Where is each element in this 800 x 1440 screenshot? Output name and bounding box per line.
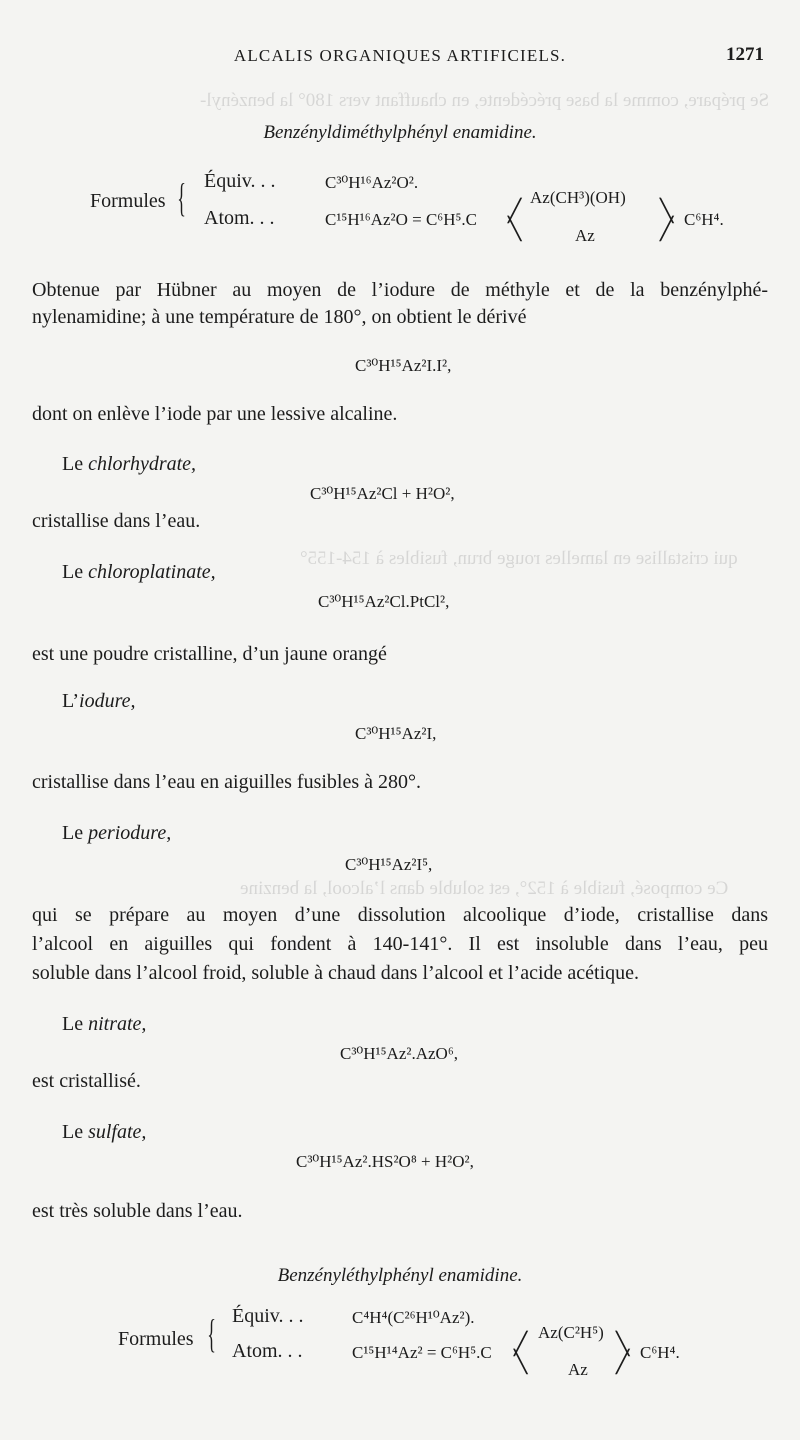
left-brace: { (177, 175, 186, 220)
formulas-label: Formules (90, 190, 166, 212)
compound-heading (62, 561, 216, 584)
paragraph-line: Obtenue par Hübner au moyen de l’iodure de méthyle et de la benzénylphé- (32, 279, 768, 301)
compound-heading (62, 690, 136, 713)
paragraph-line: qui se prépare au moyen d’une dissolution alcoolique d’iode, cristallise dans (32, 904, 768, 926)
bond-upper-right: ╲ (660, 198, 674, 223)
compound-heading (62, 822, 171, 845)
bleed-through-text: Se prépare, comme la base précédente, en chauffant vers 180° la benzényl- (200, 90, 770, 111)
equiv-label: Équiv. . . (204, 170, 276, 192)
atom-end-group: C⁶H⁴. (640, 1343, 680, 1362)
formulas-label: Formules (118, 1328, 194, 1350)
compound-heading (62, 1013, 146, 1036)
compound-prefix: L’ (62, 690, 80, 712)
left-brace: { (207, 1311, 216, 1356)
compound-heading (62, 453, 196, 476)
compound-name: chlorhydrate, (88, 453, 197, 475)
atom-label: Atom. . . (232, 1340, 303, 1362)
atom-upper-group: Az(C²H⁵) (538, 1323, 604, 1342)
compound-prefix: Le (62, 822, 84, 844)
bond-lower-left: ╲ (514, 1349, 528, 1374)
compound-name: sulfate, (88, 1121, 147, 1143)
compound-description: est cristallisé. (32, 1070, 141, 1092)
atom-lower-group: Az (568, 1360, 588, 1379)
paragraph-line: nylenamidine; à une température de 180°, on obtient le dérivé (32, 306, 527, 328)
bleed-through-text: Ce composé, fusible à 152°, est soluble dans l’alcool, la benzine (240, 878, 729, 899)
compound-name: chloroplatinate, (88, 561, 216, 583)
compound-description: est très soluble dans l’eau. (32, 1200, 243, 1222)
compound-description: est une poudre cristalline, d’un jaune orangé (32, 643, 387, 665)
bond-lower-right: ╱ (616, 1349, 630, 1374)
compound-name: nitrate, (88, 1013, 147, 1035)
equiv-label: Équiv. . . (232, 1305, 304, 1327)
formula-nitrate: C³⁰H¹⁵Az².AzO⁶, (340, 1044, 458, 1063)
equiv-formula: C³⁰H¹⁶Az²O². (325, 173, 419, 192)
section-title: Benzényléthylphényl enamidine. (277, 1265, 523, 1286)
running-header: ALCALIS ORGANIQUES ARTIFICIELS. (233, 46, 567, 65)
compound-prefix: Le (62, 561, 84, 583)
page-number: 1271 (726, 44, 764, 65)
atom-end-group: C⁶H⁴. (684, 210, 724, 229)
compound-description: cristallise dans l’eau en aiguilles fusibles à 280°. (32, 771, 422, 793)
bond-lower-right: ╱ (660, 216, 674, 241)
section-title: Benzényldiméthylphényl enamidine. (263, 122, 537, 143)
paragraph-line: dont on enlève l’iode par une lessive alcaline. (32, 403, 398, 425)
atom-lower-group: Az (575, 226, 595, 245)
atom-upper-group: Az(CH³)(OH) (530, 188, 626, 207)
atom-label: Atom. . . (204, 207, 275, 229)
formula-chlorhydrate: C³⁰H¹⁵Az²Cl + H²O², (310, 484, 455, 503)
bond-upper-left: ╱ (508, 198, 522, 223)
compound-name: periodure, (88, 822, 172, 844)
bond-upper-left: ╱ (514, 1331, 528, 1356)
compound-prefix: Le (62, 453, 84, 475)
equiv-formula: C⁴H⁴(C²⁶H¹⁰Az²). (352, 1308, 475, 1327)
formula-derivative: C³⁰H¹⁵Az²I.I², (355, 356, 452, 375)
paragraph-line: l’alcool en aiguilles qui fondent à 140-141°. Il est insoluble dans l’eau, peu (32, 933, 768, 955)
bond-lower-left: ╲ (508, 216, 522, 241)
bond-upper-right: ╲ (616, 1331, 630, 1356)
formula-chloroplatinate: C³⁰H¹⁵Az²Cl.PtCl², (318, 592, 450, 611)
compound-prefix: Le (62, 1013, 84, 1035)
compound-heading (62, 1121, 146, 1144)
formula-iodure: C³⁰H¹⁵Az²I, (355, 724, 437, 743)
atom-formula: C¹⁵H¹⁶Az²O = C⁶H⁵.C (325, 210, 478, 229)
formula-periodure: C³⁰H¹⁵Az²I⁵, (345, 855, 433, 874)
compound-name: iodure, (79, 690, 136, 712)
atom-formula: C¹⁵H¹⁴Az² = C⁶H⁵.C (352, 1343, 492, 1362)
paragraph-line: soluble dans l’alcool froid, soluble à chaud dans l’alcool et l’acide acétique. (32, 962, 640, 984)
formula-sulfate: C³⁰H¹⁵Az².HS²O⁸ + H²O², (296, 1152, 474, 1171)
compound-prefix: Le (62, 1121, 84, 1143)
compound-description: cristallise dans l’eau. (32, 510, 201, 532)
bleed-through-text: qui cristallise en lamelles rouge brun, fusibles à 154-155° (300, 548, 738, 569)
